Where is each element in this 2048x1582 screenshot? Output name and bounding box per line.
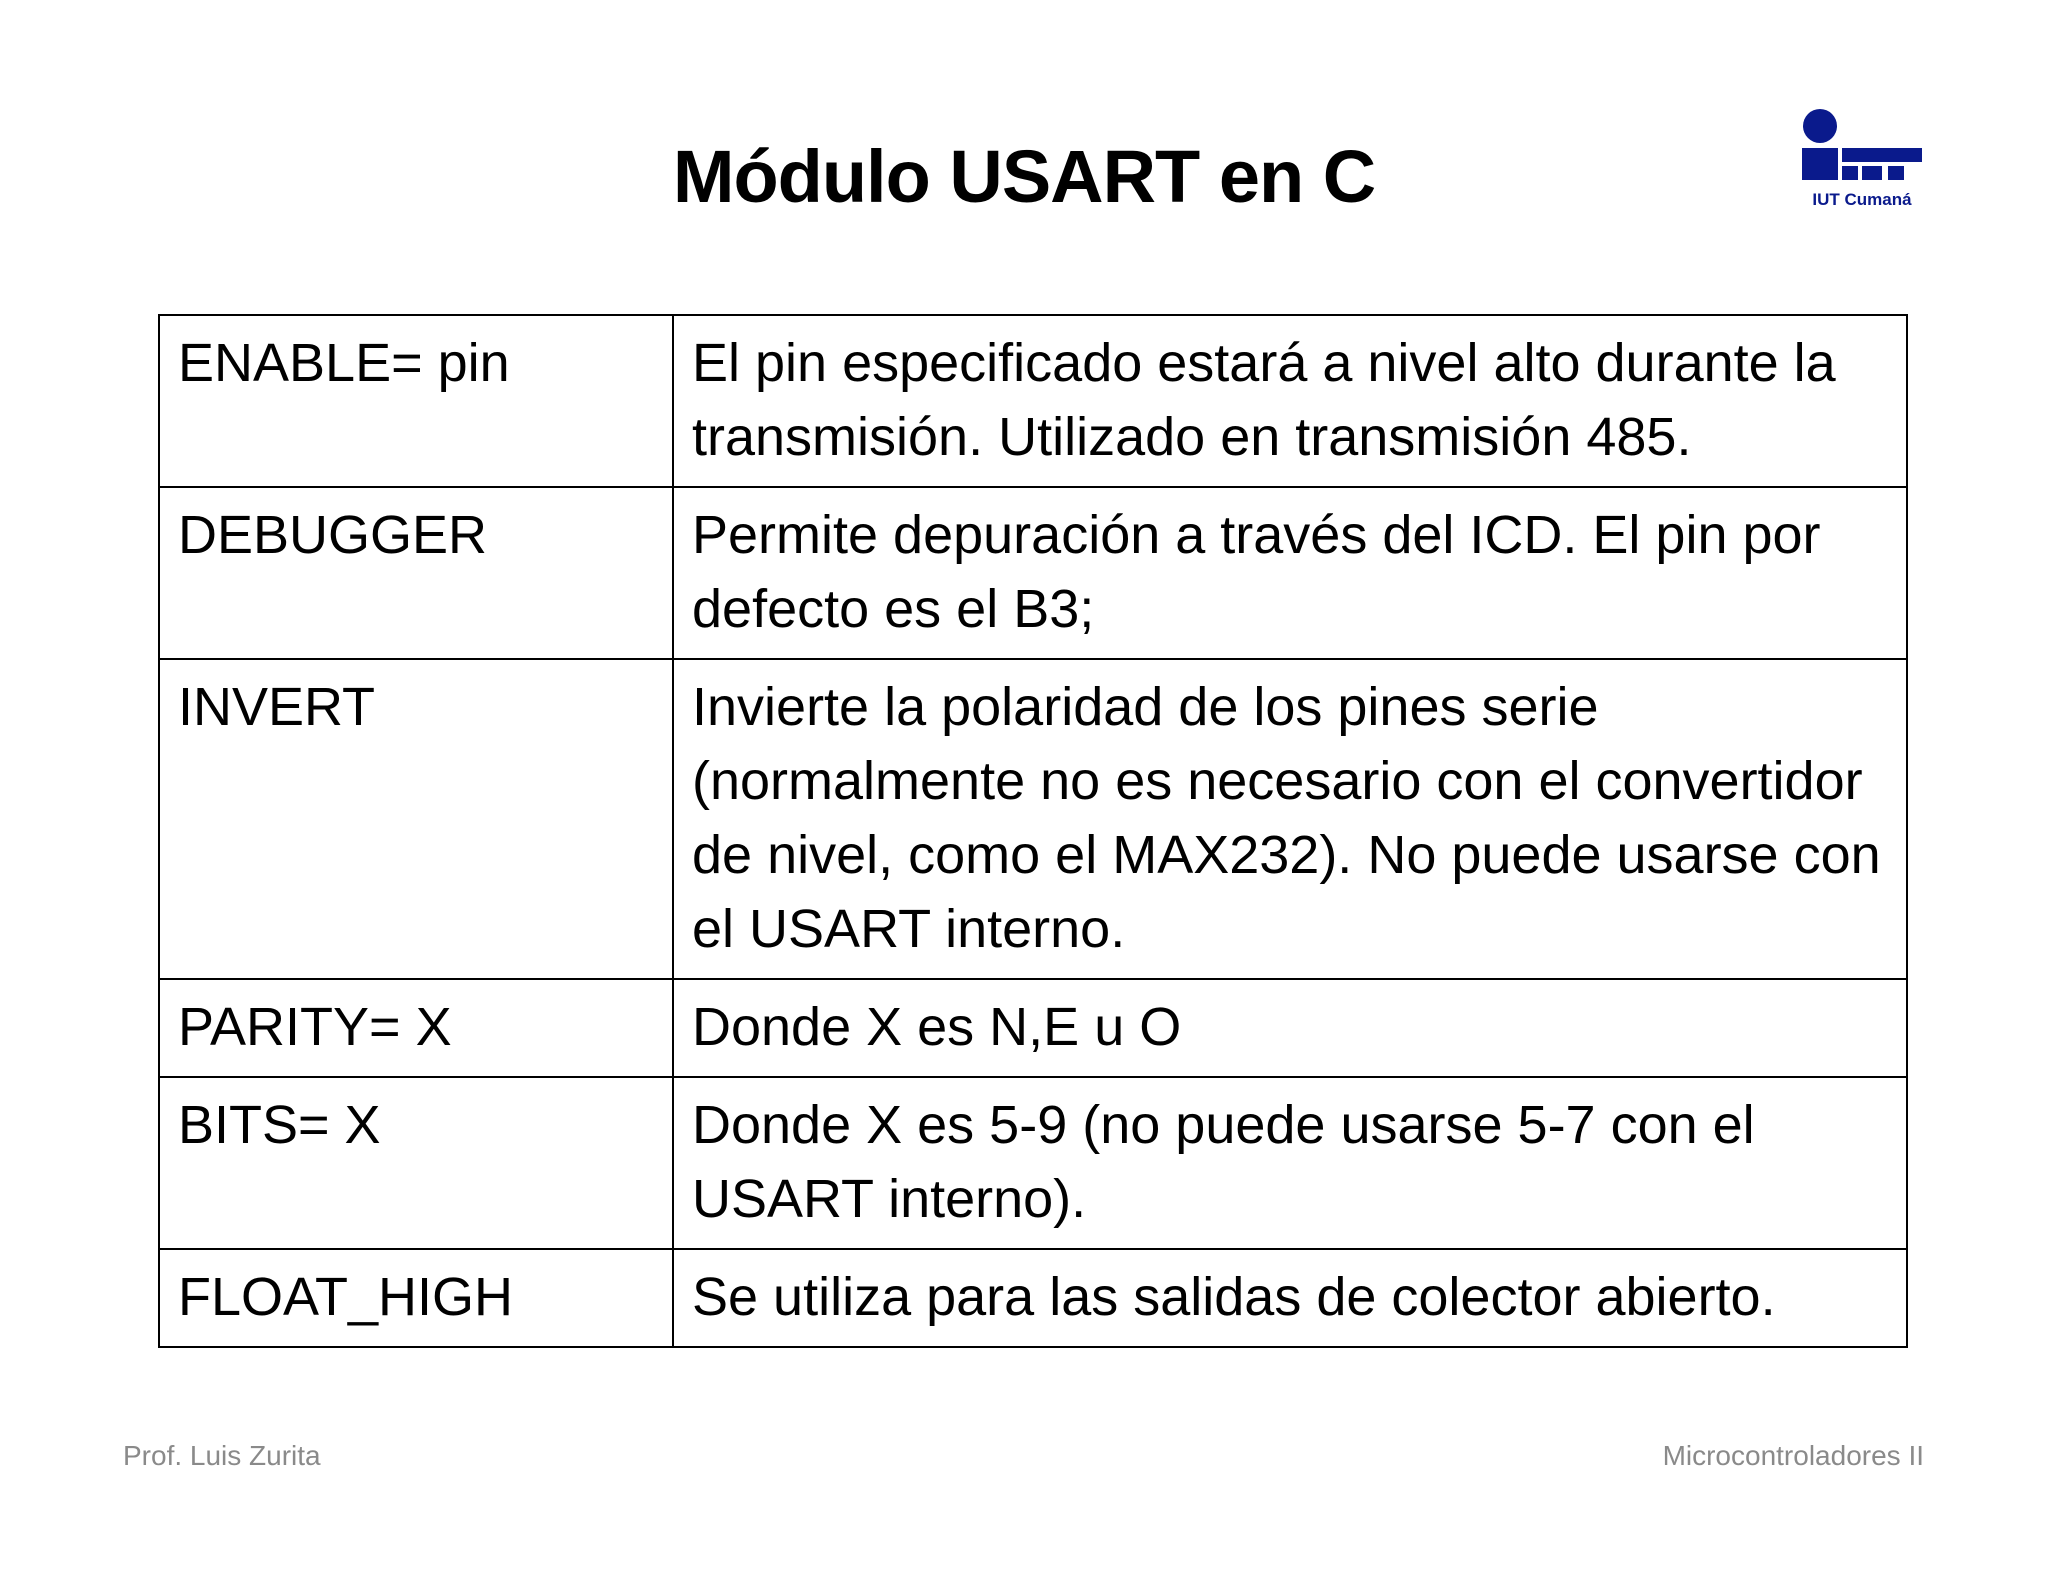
desc-cell: Donde X es N,E u O [673, 979, 1907, 1077]
desc-cell: Donde X es 5-9 (no puede usarse 5-7 con el USART interno). [673, 1077, 1907, 1249]
logo-label: IUT Cumaná [1812, 190, 1912, 209]
param-cell: BITS= X [159, 1077, 673, 1249]
table-row [159, 315, 1907, 487]
table-row [159, 1249, 1907, 1347]
footer-author: Prof. Luis Zurita [123, 1440, 321, 1471]
slide-title: Módulo USART en C [672, 135, 1376, 218]
footer-course: Microcontroladores II [1662, 1440, 1924, 1471]
param-cell: ENABLE= pin [159, 315, 673, 487]
param-cell: INVERT [159, 659, 673, 979]
desc-cell: Se utiliza para las salidas de colector abierto. [673, 1249, 1907, 1347]
desc-cell: Invierte la polaridad de los pines serie (normalmente no es necesario con el convertidor de nivel, como el MAX232). No puede usarse con el USART interno. [673, 659, 1907, 979]
table-row [159, 979, 1907, 1077]
desc-cell: El pin especificado estará a nivel alto durante la transmisión. Utilizado en transmisión 485. [673, 315, 1907, 487]
param-cell: PARITY= X [159, 979, 673, 1077]
table-row [159, 659, 1907, 979]
param-cell: FLOAT_HIGH [159, 1249, 673, 1347]
table-row [159, 487, 1907, 659]
desc-cell: Permite depuración a través del ICD. El pin por defecto es el B3; [673, 487, 1907, 659]
table-row [159, 1077, 1907, 1249]
parameter-table [158, 314, 1908, 1348]
param-cell: DEBUGGER [159, 487, 673, 659]
